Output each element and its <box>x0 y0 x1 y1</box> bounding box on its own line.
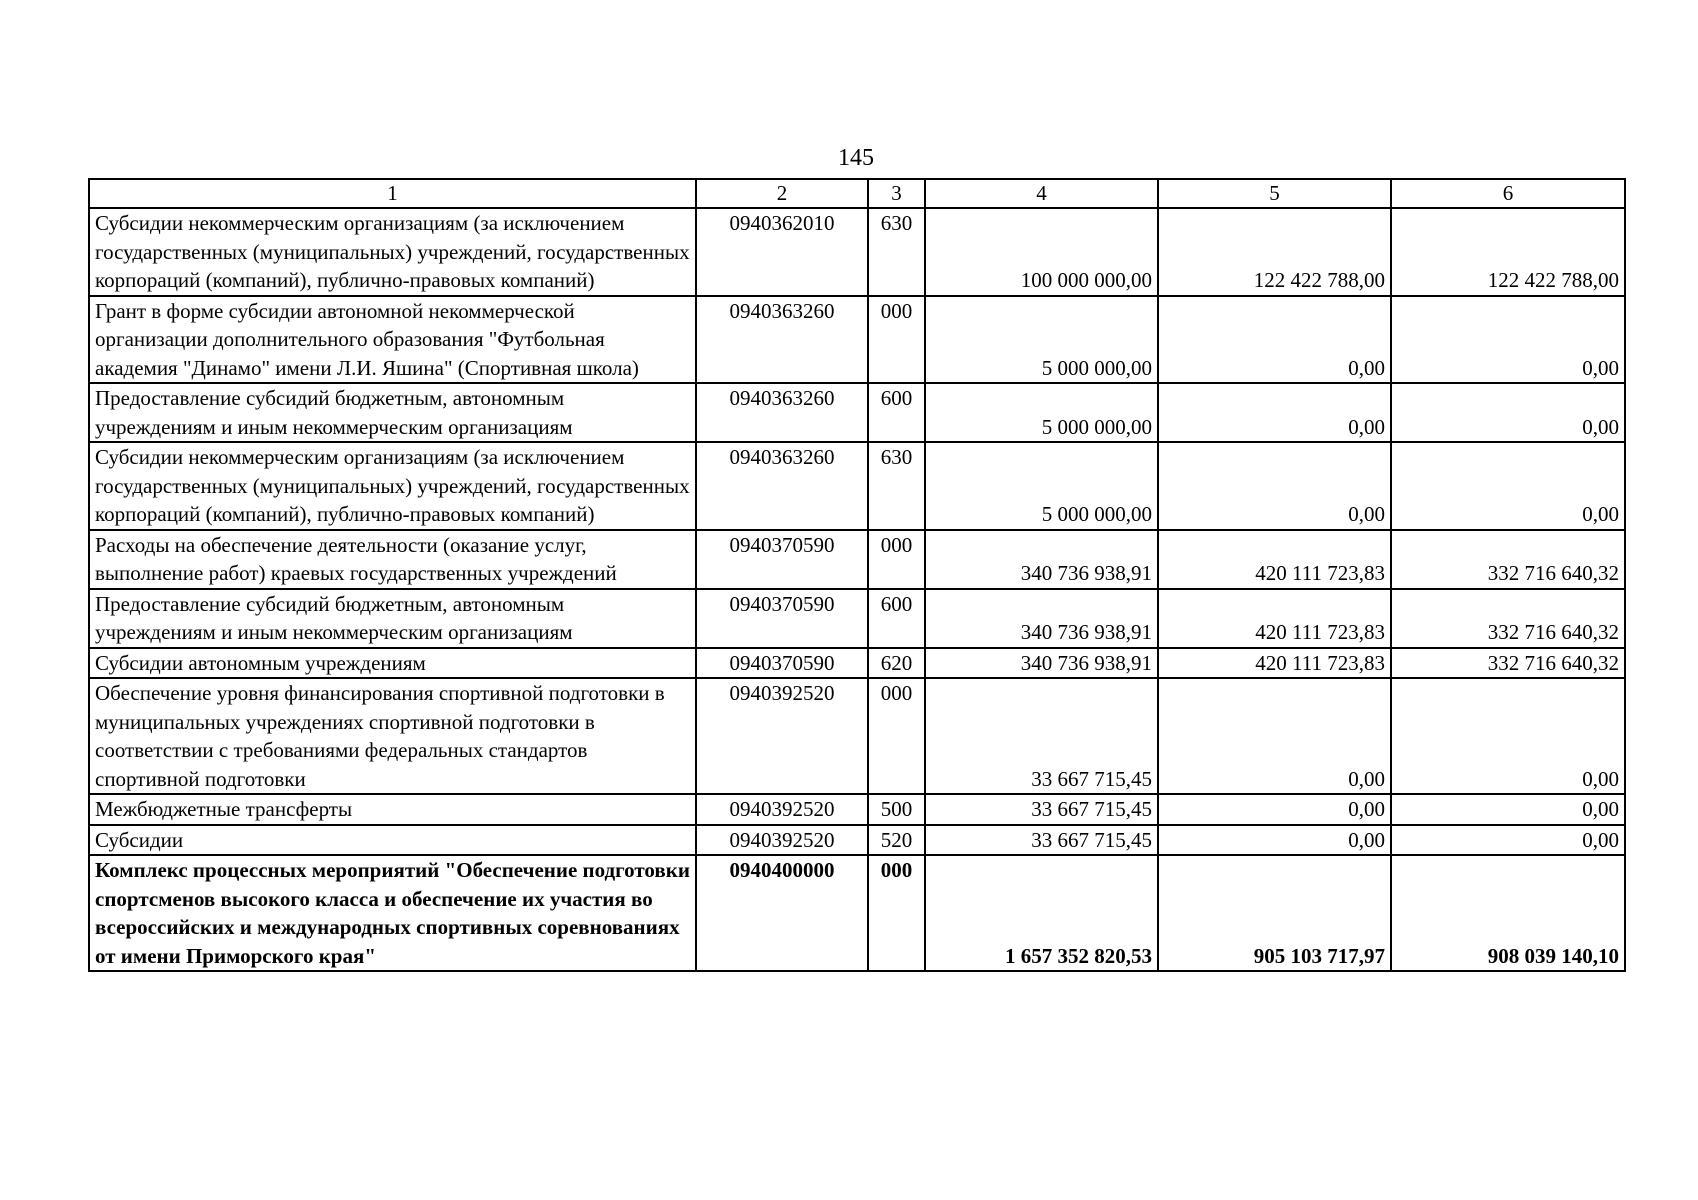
row-name: Субсидии автономным учреждениям <box>89 648 696 679</box>
row-name: Комплекс процессных мероприятий "Обеспечение подготовки спортсменов высокого класса и обеспечение их участия во всероссийских и международных спортивных соревнованиях от имени Приморского края" <box>89 855 696 971</box>
row-value-5: 122 422 788,00 <box>1158 208 1391 296</box>
row-type: 600 <box>868 589 925 648</box>
row-value-4: 100 000 000,00 <box>925 208 1158 296</box>
table-row <box>89 530 1625 589</box>
row-value-4: 340 736 938,91 <box>925 530 1158 589</box>
row-type: 000 <box>868 530 925 589</box>
row-code: 0940363260 <box>696 442 868 530</box>
table-row <box>89 442 1625 530</box>
row-code: 0940370590 <box>696 648 868 679</box>
row-value-5: 420 111 723,83 <box>1158 589 1391 648</box>
row-value-6: 122 422 788,00 <box>1391 208 1625 296</box>
row-name: Субсидии <box>89 825 696 856</box>
row-value-4: 5 000 000,00 <box>925 296 1158 384</box>
row-value-6: 908 039 140,10 <box>1391 855 1625 971</box>
row-value-6: 332 716 640,32 <box>1391 589 1625 648</box>
table-header-row <box>89 179 1625 208</box>
row-code: 0940363260 <box>696 383 868 442</box>
row-value-4: 340 736 938,91 <box>925 648 1158 679</box>
row-code: 0940392520 <box>696 678 868 794</box>
row-value-4: 33 667 715,45 <box>925 678 1158 794</box>
row-value-4: 33 667 715,45 <box>925 794 1158 825</box>
row-code: 0940392520 <box>696 825 868 856</box>
row-type: 620 <box>868 648 925 679</box>
row-value-4: 33 667 715,45 <box>925 825 1158 856</box>
page-number: 145 <box>838 145 874 171</box>
row-value-6: 0,00 <box>1391 442 1625 530</box>
row-value-4: 5 000 000,00 <box>925 442 1158 530</box>
column-header: 5 <box>1158 179 1391 208</box>
table-row <box>89 648 1625 679</box>
row-value-5: 905 103 717,97 <box>1158 855 1391 971</box>
table-row-total <box>89 855 1625 971</box>
row-name: Грант в форме субсидии автономной некоммерческой организации дополнительного образования "Футбольная академия "Динамо" имени Л.И. Яшина" (Спортивная школа) <box>89 296 696 384</box>
budget-table <box>88 178 1626 972</box>
row-code: 0940370590 <box>696 530 868 589</box>
table-row <box>89 589 1625 648</box>
row-value-6: 0,00 <box>1391 296 1625 384</box>
table-row <box>89 296 1625 384</box>
row-type: 500 <box>868 794 925 825</box>
column-header: 1 <box>89 179 696 208</box>
column-header: 2 <box>696 179 868 208</box>
row-value-5: 420 111 723,83 <box>1158 530 1391 589</box>
row-type: 520 <box>868 825 925 856</box>
row-name: Предоставление субсидий бюджетным, автономным учреждениям и иным некоммерческим организациям <box>89 383 696 442</box>
row-value-6: 0,00 <box>1391 383 1625 442</box>
row-code: 0940370590 <box>696 589 868 648</box>
row-value-5: 0,00 <box>1158 794 1391 825</box>
row-value-5: 420 111 723,83 <box>1158 648 1391 679</box>
table-row <box>89 383 1625 442</box>
table-row <box>89 794 1625 825</box>
row-value-6: 332 716 640,32 <box>1391 530 1625 589</box>
row-type: 000 <box>868 296 925 384</box>
row-value-4: 340 736 938,91 <box>925 589 1158 648</box>
row-name: Субсидии некоммерческим организациям (за исключением государственных (муниципальных) учреждений, государственных корпораций (компаний), публично-правовых компаний) <box>89 442 696 530</box>
row-value-6: 332 716 640,32 <box>1391 648 1625 679</box>
row-value-4: 1 657 352 820,53 <box>925 855 1158 971</box>
row-code: 0940362010 <box>696 208 868 296</box>
row-code: 0940363260 <box>696 296 868 384</box>
table-row <box>89 208 1625 296</box>
row-name: Расходы на обеспечение деятельности (оказание услуг, выполнение работ) краевых государственных учреждений <box>89 530 696 589</box>
table-row <box>89 825 1625 856</box>
column-header: 6 <box>1391 179 1625 208</box>
row-value-5: 0,00 <box>1158 296 1391 384</box>
row-value-6: 0,00 <box>1391 794 1625 825</box>
row-type: 630 <box>868 442 925 530</box>
row-value-5: 0,00 <box>1158 442 1391 530</box>
row-code: 0940392520 <box>696 794 868 825</box>
row-value-4: 5 000 000,00 <box>925 383 1158 442</box>
row-value-5: 0,00 <box>1158 678 1391 794</box>
row-code: 0940400000 <box>696 855 868 971</box>
row-type: 630 <box>868 208 925 296</box>
row-name: Обеспечение уровня финансирования спортивной подготовки в муниципальных учреждениях спортивной подготовки в соответствии с требованиями федеральных стандартов спортивной подготовки <box>89 678 696 794</box>
table-row <box>89 678 1625 794</box>
row-name: Предоставление субсидий бюджетным, автономным учреждениям и иным некоммерческим организациям <box>89 589 696 648</box>
row-name: Межбюджетные трансферты <box>89 794 696 825</box>
row-name: Субсидии некоммерческим организациям (за исключением государственных (муниципальных) учреждений, государственных корпораций (компаний), публично-правовых компаний) <box>89 208 696 296</box>
row-value-5: 0,00 <box>1158 383 1391 442</box>
row-value-6: 0,00 <box>1391 678 1625 794</box>
row-value-6: 0,00 <box>1391 825 1625 856</box>
row-type: 000 <box>868 678 925 794</box>
row-type: 600 <box>868 383 925 442</box>
row-value-5: 0,00 <box>1158 825 1391 856</box>
column-header: 3 <box>868 179 925 208</box>
column-header: 4 <box>925 179 1158 208</box>
row-type: 000 <box>868 855 925 971</box>
